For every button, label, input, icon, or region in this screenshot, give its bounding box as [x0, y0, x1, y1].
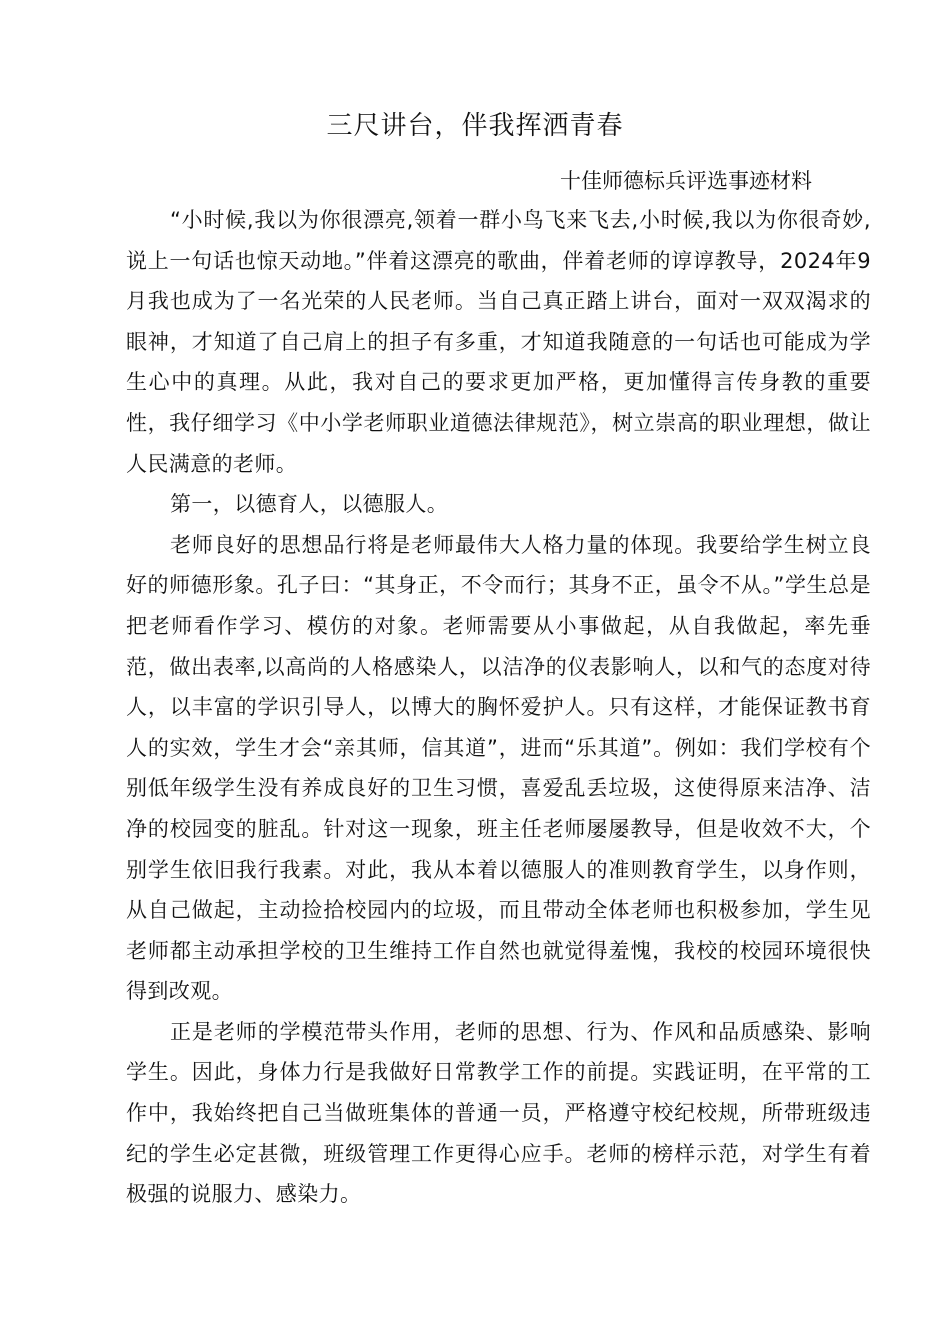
paragraph-role-model: 正是老师的学模范带头作用，老师的思想、行为、作风和品质感染、影响学生。因此，身体力行是我做好日常教学工作的前提。实践证明，在平常的工作中，我始终把自己当做班集体的普通一员，严格遵守校纪校规，所带班级违纪的学生必定甚微，班级管理工作更得心应手。老师的榜样示范，对学生有着极强的说服力、感染力。 [126, 1019, 871, 1207]
paragraph-moral-example: 老师良好的思想品行将是老师最伟大人格力量的体现。我要给学生树立良好的师德形象。孔子曰：“其身正，不令而行；其身不正，虽令不从。”学生总是把老师看作学习、模仿的对象。老师需要从小事做起，从自我做起，率先垂范，做出表率,以高尚的人格感染人，以洁净的仪表影响人，以和气的态度对待人，以丰富的学识引导人，以博大的胸怀爱护人。只有这样，才能保证教书育人的实效，学生才会“亲其师，信其道”，进而“乐其道”。例如：我们学校有个别低年级学生没有养成良好的卫生习惯，喜爱乱丢垃圾，这使得原来洁净、洁净的校园变的脏乱。针对这一现象，班主任老师屡屡教导，但是收效不大，个别学生依旧我行我素。对此，我从本着以德服人的准则教育学生，以身作则，从自己做起，主动捡拾校园内的垃圾，而且带动全体老师也积极参加，学生见老师都主动承担学校的卫生维持工作自然也就觉得羞愧，我校的校园环境很快得到改观。 [126, 532, 871, 1004]
document-body [126, 200, 871, 1215]
document-subtitle: 十佳师德标兵评选事迹材料 [560, 169, 812, 193]
paragraph-section-heading: 第一，以德育人，以德服人。 [170, 492, 449, 517]
document-title: 三尺讲台，伴我挥洒青春 [326, 111, 624, 141]
paragraph-intro: “小时候,我以为你很漂亮,领着一群小鸟飞来飞去,小时候,我以为你很奇妙,说上一句话也惊天动地。”伴着这漂亮的歌曲，伴着老师的谆谆教导，2024年9月我也成为了一名光荣的人民老师。当自己真正踏上讲台，面对一双双渴求的眼神，才知道了自己肩上的担子有多重，才知道我随意的一句话也可能成为学生心中的真理。从此，我对自己的要求更加严格，更加懂得言传身教的重要性，我仔细学习《中小学老师职业道德法律规范》，树立崇高的职业理想，做让人民满意的老师。 [126, 208, 871, 476]
